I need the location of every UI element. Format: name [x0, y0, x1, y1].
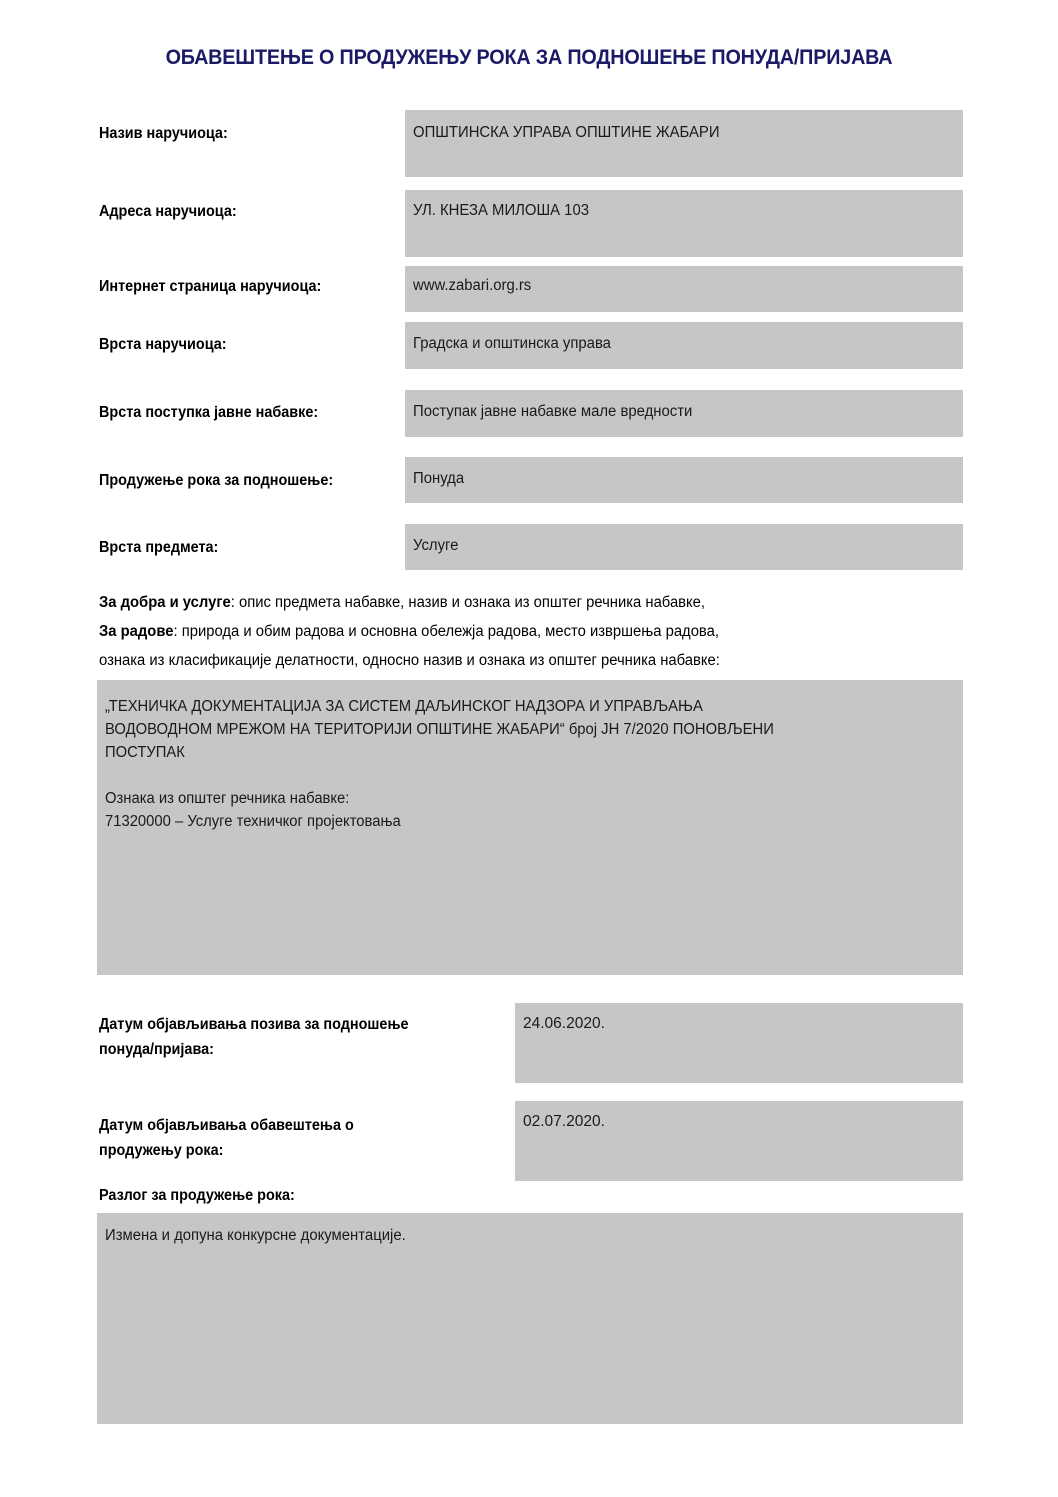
explanation-line-works [99, 617, 939, 646]
field-value: www.zabari.org.rs [413, 277, 532, 294]
date-label-poziv-line2: понуда/пријава: [99, 1041, 214, 1058]
explanation-rest-works: : природа и обим радова и основна обележја радова, место извршења радова, [173, 623, 719, 640]
explanation-bold-goods: За добра и услуге [99, 594, 231, 611]
value-box [405, 110, 963, 177]
field-value: УЛ. КНЕЗА МИЛОША 103 [413, 202, 590, 219]
date-label-poziv-line1: Датум објављивања позива за подношење [99, 1016, 409, 1033]
reason-box [97, 1213, 963, 1424]
field-value: Поступак јавне набавке мале вредности [413, 403, 693, 420]
explanation-rest-goods: : опис предмета набавке, назив и ознака из општег речника набавке, [230, 594, 706, 611]
description-spacer [105, 764, 955, 787]
value-box [405, 524, 963, 570]
field-label: Продужење рока за подношење: [99, 472, 334, 489]
field-value: Услуге [413, 537, 459, 554]
field-value: Понуда [413, 470, 465, 487]
field-label: Назив наручиоца: [99, 125, 228, 142]
date-value-poziv: 24.06.2020. [523, 1015, 605, 1032]
value-box [405, 266, 963, 312]
description-line-1: „ТЕХНИЧКА ДОКУМЕНТАЦИЈА ЗА СИСТЕМ ДАЉИНСКОГ НАДЗОРА И УПРАВЉАЊА [105, 698, 703, 715]
cpv-value: 71320000 – Услуге техничког пројектовања [105, 813, 401, 830]
value-box [405, 190, 963, 257]
reason-value: Измена и допуна конкурсне документације. [105, 1227, 406, 1244]
reason-label: Разлог за продужење рока: [99, 1187, 295, 1204]
date-value-obavestenje: 02.07.2020. [523, 1113, 605, 1130]
cpv-label: Ознака из општег речника набавке: [105, 790, 350, 807]
description-line-2: ВОДОВОДНОМ МРЕЖОМ НА ТЕРИТОРИЈИ ОПШТИНЕ ЖАБАРИ“ број ЈН 7/2020 ПОНОВЉЕНИ [105, 721, 774, 738]
field-value: Градска и општинска управа [413, 335, 611, 352]
value-box [405, 457, 963, 503]
explanation-line-classification: ознака из класификације делатности, односно назив и ознака из општег речника набавке: [99, 652, 720, 669]
explanation-bold-works: За радове [99, 623, 174, 640]
value-box [405, 322, 963, 369]
date-label-poziv [99, 1012, 509, 1062]
date-label-obavestenje [99, 1113, 509, 1163]
date-box-obavestenje [515, 1101, 963, 1181]
page-title: ОБАВЕШТЕЊЕ О ПРОДУЖЕЊУ РОКА ЗА ПОДНОШЕЊЕ ПОНУДА/ПРИЈАВА [165, 45, 893, 69]
description-line-3: ПОСТУПАК [105, 744, 185, 761]
date-label-obavestenje-line2: продужењу рока: [99, 1142, 224, 1159]
procurement-description-box [97, 680, 963, 975]
explanation-line-goods [99, 588, 939, 617]
date-label-obavestenje-line1: Датум објављивања обавештења о [99, 1117, 354, 1134]
value-box [405, 390, 963, 437]
field-value: ОПШТИНСКА УПРАВА ОПШТИНЕ ЖАБАРИ [413, 124, 720, 141]
date-box-poziv [515, 1003, 963, 1083]
field-label: Врста предмета: [99, 539, 219, 556]
field-label: Адреса наручиоца: [99, 203, 237, 220]
field-label: Врста поступка јавне набавке: [99, 404, 319, 421]
explanation-paragraph [99, 588, 979, 675]
field-label: Интернет страница наручиоца: [99, 278, 322, 295]
procurement-description-text [105, 695, 955, 833]
field-label: Врста наручиоца: [99, 336, 227, 353]
